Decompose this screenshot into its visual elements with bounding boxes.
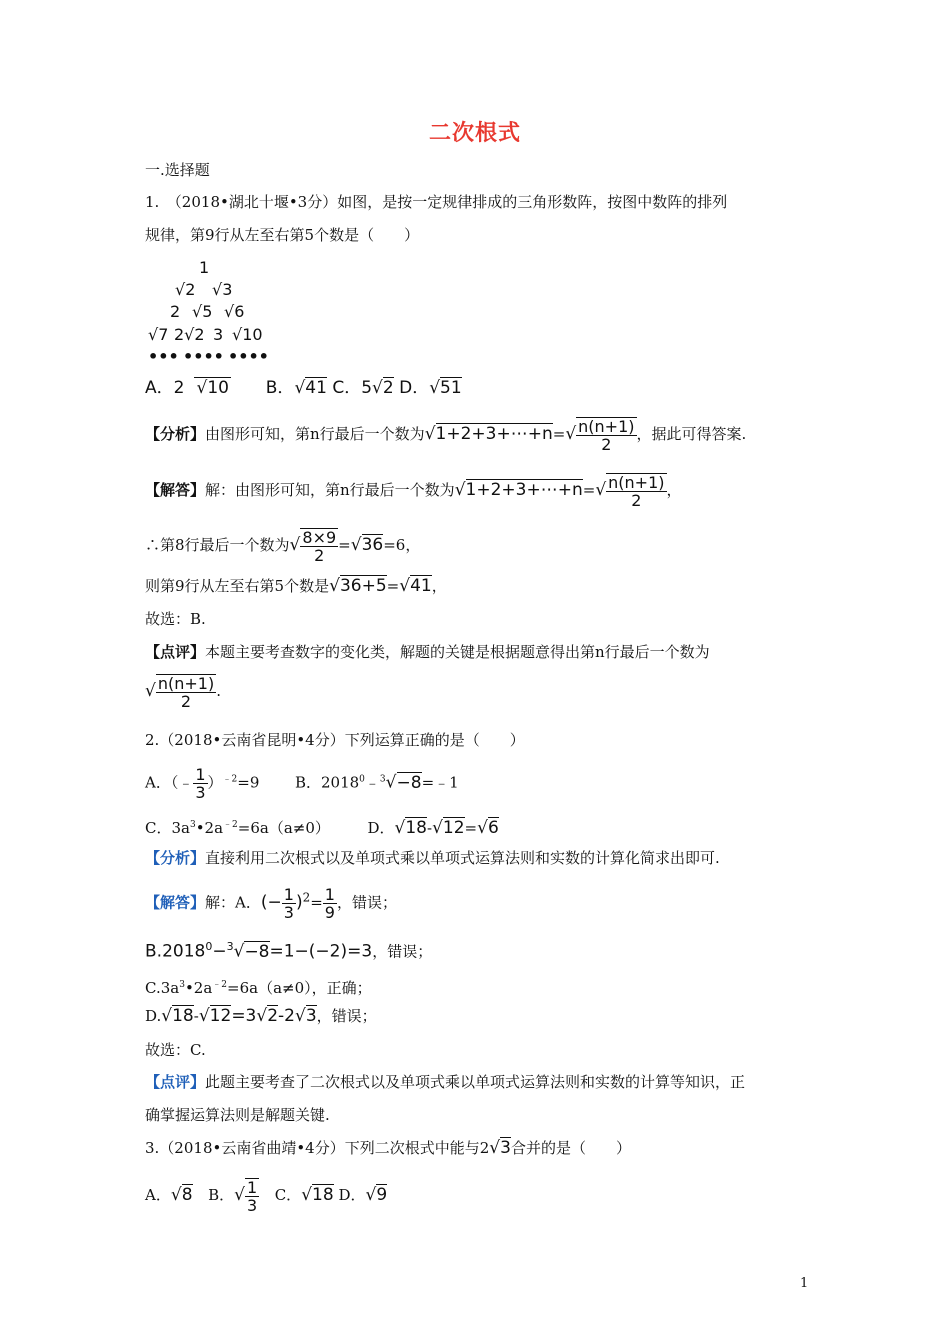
q2-opt-d-r3: 6 <box>487 818 499 838</box>
q2-sol-b-pre: B. <box>145 941 163 962</box>
q2-sol-d-r3: 2 <box>267 1006 279 1026</box>
page-title: 二次根式 <box>428 120 521 146</box>
q1-analysis-text: 由图形可知，第n行最后一个数为 <box>205 425 425 443</box>
fraction-numerator-8: 1 <box>246 1178 258 1197</box>
q2-sol-d-mid: -2 <box>278 1006 295 1026</box>
q2-opt-b-tail: =﹣1 <box>421 773 459 792</box>
fraction-numerator-2: n(n+1) <box>608 473 665 492</box>
section-heading: 一.选择题 <box>145 161 210 179</box>
fraction-denominator-5: 3 <box>195 783 206 802</box>
q3-stem-radicand: 3 <box>500 1138 511 1158</box>
q1-step1: ∴第8行最后一个数为√ $\frac{8\times 9}{2}$ =√36=6， <box>145 528 421 565</box>
q2-solution-b: $B.2018^0-^3√-8=1-(-2)=3$，错误； <box>145 940 433 962</box>
q1-options: A．2 √10 B．√41 C．5√2 D．√51 <box>145 378 462 398</box>
fraction-denominator-2: 2 <box>631 491 642 510</box>
q1-step2-radicand2: 41 <box>410 576 432 596</box>
q2-opt-c-tail: =6a（a≠0） <box>237 819 330 837</box>
q1-opt-a-radicand: 10 <box>207 378 229 398</box>
q2-sol-d-eq: =3 <box>231 1006 257 1026</box>
q1-opt-c-radicand: 2 <box>382 378 394 398</box>
analysis-tag: 【分析】 <box>145 425 206 443</box>
q2-sol-d-r2: 12 <box>209 1006 232 1026</box>
solution-tag: 【解答】 <box>145 481 206 499</box>
tri-r4-c3: 3 <box>213 325 224 344</box>
q2-comment <box>145 1071 745 1093</box>
q2-sol-d-r1: 18 <box>172 1006 194 1026</box>
q2-sol-b-radicand: −8 <box>244 941 270 962</box>
q3-stem-pre: 3.（2018•云南省曲靖•4分）下列二次根式中能与2 <box>145 1139 490 1157</box>
q1-comment-fraction <box>156 674 216 710</box>
q2-sol-a-eq: = <box>310 893 323 912</box>
q2-sol-c-tail: =6a（a≠0），正确； <box>227 979 372 997</box>
q1-opt-b-radicand: 41 <box>305 378 327 398</box>
comment-tag-blue: 【点评】 <box>145 1073 206 1091</box>
q2-opt-b-index: 3 <box>379 774 386 785</box>
q1-stem-line1: 1. （2018•湖北十堰•3分）如图，是按一定规律排成的三角形数阵，按图中数阵的排列 <box>145 193 728 211</box>
q1-stem-line2: 规律，第9行从左至右第5个数是（ ） <box>145 226 420 244</box>
q3-opt-b-fraction <box>245 1178 259 1214</box>
tri-r5-c3: •••• <box>228 347 269 366</box>
q2-opt-d-r1: 18 <box>405 818 427 838</box>
q1-comment-text: 本题主要考查数字的变化类，解题的关键是根据题意得出第n行最后一个数为 <box>205 643 710 661</box>
q2-sol-a-tail: ，错误； <box>336 893 397 912</box>
q2-sol-b-rest: =1−(−2)=3 <box>269 941 373 962</box>
q2-sol-a-exponent: 2 <box>302 890 311 905</box>
q1-formula-fraction <box>576 417 636 453</box>
q3-opt-a: A． <box>145 1186 171 1204</box>
q2-solution-a: 【解答】解：A．(− $\frac{1}{3}$ )$^2$= $\frac{1}{9}$ ，错误； <box>145 885 397 922</box>
fraction-numerator-7: 1 <box>324 885 335 904</box>
fraction-numerator-5: 1 <box>195 765 206 784</box>
tri-r3-c3: √6 <box>224 302 245 321</box>
q2-analysis-text: 直接利用二次根式以及单项式乘以单项式运算法则和实数的计算化简求出即可. <box>205 849 720 867</box>
page-number: 1 <box>800 1276 809 1291</box>
q2-sol-c-exp2: ﹣2 <box>212 980 228 990</box>
q1-step1-text: ∴第8行最后一个数为 <box>145 536 290 554</box>
q1-step2-tail: ， <box>431 577 447 595</box>
tri-r1-c1: 1 <box>199 258 210 277</box>
q2-opt-a-tail: ） <box>207 773 223 792</box>
q2-solution-c <box>145 974 372 999</box>
q1-comment <box>145 641 710 663</box>
q1-choice: 故选：B. <box>145 610 206 628</box>
q2-sol-d-r4: 3 <box>305 1006 317 1026</box>
q1-solution-text: 解：由图形可知，第n行最后一个数为 <box>205 481 455 499</box>
fraction-numerator-3: 8×9 <box>302 528 337 547</box>
tri-r3-c1: 2 <box>170 302 181 321</box>
q2-opt-d: D． <box>367 819 395 837</box>
q1-step2-text: 则第9行从左至右第5个数是 <box>145 577 330 595</box>
solution-tag-blue: 【解答】 <box>145 893 206 912</box>
fraction-denominator-6: 3 <box>283 903 294 922</box>
q2-opt-a-exponent: ﹣2 <box>222 774 238 785</box>
q2-sol-d-pre: D. <box>145 1007 162 1025</box>
q1-opt-a-coef: 2 <box>173 378 185 398</box>
q2-opt-b: B．2018 <box>294 773 360 792</box>
q1-step2-radicand1: 36+5 <box>339 576 387 596</box>
q2-opt-a-fraction <box>193 766 207 801</box>
q2-sol-b-index: 3 <box>226 940 234 953</box>
q1-comment-tail: . <box>216 682 221 700</box>
q2-stem: 2.（2018•云南省昆明•4分）下列运算正确的是（ ） <box>145 731 525 749</box>
tri-r5-c2: •••• <box>183 347 224 366</box>
q3-opt-b: B． <box>208 1186 235 1204</box>
q3-stem-tail: 合并的是（ ） <box>510 1139 631 1157</box>
q1-step1-fraction <box>300 528 338 564</box>
fraction-numerator: n(n+1) <box>578 417 635 436</box>
q2-sol-c-mid: •2a <box>184 979 213 997</box>
q1-step2: 则第9行从左至右第5个数是√36+5=√41， <box>145 576 447 596</box>
q1-opt-d-label: D． <box>399 378 430 398</box>
q1-opt-a-label: A． <box>145 378 174 398</box>
fraction-denominator-3: 2 <box>314 546 325 565</box>
fraction-denominator: 2 <box>601 435 612 454</box>
equals-sign: = <box>552 425 566 443</box>
tri-r4-c1: √7 <box>148 325 169 344</box>
q3-opt-d-radicand: 9 <box>376 1185 388 1205</box>
q2-opt-c-exp1: 3 <box>189 820 196 830</box>
q1-opt-d-radicand: 51 <box>440 378 462 398</box>
q1-opt-b-label: B． <box>265 378 295 398</box>
tri-r5-c1: ••• <box>148 347 179 366</box>
radical-sign-icon: √10 <box>196 378 229 398</box>
q2-sol-b-exponent: 0 <box>205 940 213 953</box>
tri-r3-c2: √5 <box>192 302 213 321</box>
fraction-denominator-8: 3 <box>246 1196 258 1215</box>
q2-sol-a-fraction <box>282 886 296 921</box>
q2-opt-b-exponent: 0 <box>359 774 365 785</box>
q2-comment-line2: 确掌握运算法则是解题关键. <box>145 1106 330 1124</box>
q2-options-cd: C．$3a^3•2a^{﹣2}=6a(a\ne 0)$ D．√18-√12=√6 <box>145 818 499 838</box>
q1-analysis-tail: ，据此可得答案. <box>636 425 747 443</box>
q2-sol-a-pre: 解：A． <box>205 893 261 912</box>
q3-options: A．√8 B．√ $\frac{1}{3}$ C．√18 D．√9 <box>145 1178 388 1215</box>
q1-opt-c-coef: 5 <box>361 378 373 398</box>
tri-r2-c1: √2 <box>175 280 196 299</box>
q1-step1-tail: =6， <box>383 536 421 554</box>
q2-sol-d-tail: ，错误； <box>316 1007 377 1025</box>
fraction-denominator-7: 9 <box>324 903 335 922</box>
q2-opt-c: C．3a <box>145 819 190 837</box>
q1-analysis: 【分析】由图形可知，第n行最后一个数为√1+2+3+⋯+n=√ $\frac{n(n+1)}{2}$ ，据此可得答案. <box>145 417 747 454</box>
q1-opt-c-label: C． <box>332 378 362 398</box>
q1-sum-expr: 1+2+3+⋯+n <box>435 424 553 444</box>
q2-opt-b-radicand: −8 <box>396 772 422 793</box>
fraction-numerator-4: n(n+1) <box>157 674 215 693</box>
analysis-tag-blue: 【分析】 <box>145 849 206 867</box>
q2-sol-a-result <box>323 886 337 921</box>
q2-opt-a-value: =9 <box>237 773 260 792</box>
fraction-numerator-6: 1 <box>283 885 294 904</box>
q2-comment-line1: 此题主要考查了二次根式以及单项式乘以单项式运算法则和实数的计算等知识，正 <box>205 1073 746 1091</box>
q2-opt-b-minus: ﹣ <box>364 773 380 792</box>
q3-opt-c-radicand: 18 <box>312 1185 334 1205</box>
q2-sol-c-exp1: 3 <box>179 980 185 990</box>
q2-analysis <box>145 847 720 869</box>
q1-comment-formula: √ $\frac{n(n+1)}{2}$ . <box>145 674 221 711</box>
q2-choice: 故选：C. <box>145 1041 206 1059</box>
q2-opt-d-r2: 12 <box>442 818 465 838</box>
q3-opt-c: C． <box>274 1186 302 1204</box>
q1-sum-expr-2: 1+2+3+⋯+n <box>465 480 583 500</box>
q2-opt-c-mid: •2a <box>195 819 224 837</box>
q2-sol-b-expr: 2018 <box>162 941 206 962</box>
tri-r4-c4: √10 <box>232 325 263 344</box>
q2-opt-a: A．（﹣ <box>145 773 194 792</box>
tri-r2-c2: √3 <box>212 280 233 299</box>
q3-opt-a-radicand: 8 <box>181 1185 193 1205</box>
q3-stem: 3.（2018•云南省曲靖•4分）下列二次根式中能与2√3合并的是（ ） <box>145 1138 631 1158</box>
q2-opt-c-exp2: ﹣2 <box>223 820 238 830</box>
comment-tag: 【点评】 <box>145 643 206 661</box>
q1-formula-fraction-2 <box>606 473 666 509</box>
q1-step1-radicand: 36 <box>361 535 384 555</box>
q2-solution-d: D.√18-√12=3√2-2√3，错误； <box>145 1006 377 1026</box>
q3-opt-d: D． <box>338 1186 366 1204</box>
fraction-denominator-4: 2 <box>180 692 192 711</box>
q2-options-ab: A．（﹣ $\frac{1}{3}$ ）$^{﹣2}$=9 B．$2018^0﹣^3√-8=﹣1$ <box>145 765 459 802</box>
q1-solution-tail: ， <box>666 481 682 499</box>
q1-solution: 【解答】解：由图形可知，第n行最后一个数为√1+2+3+⋯+n=√ $\frac{n(n+1)}{2}$ ， <box>145 473 682 510</box>
q2-sol-c: C.3a <box>145 979 180 997</box>
q2-sol-b-tail: ，错误； <box>372 942 433 961</box>
tri-r4-c2: 2√2 <box>174 325 205 344</box>
equals-sign-2: = <box>582 481 596 499</box>
